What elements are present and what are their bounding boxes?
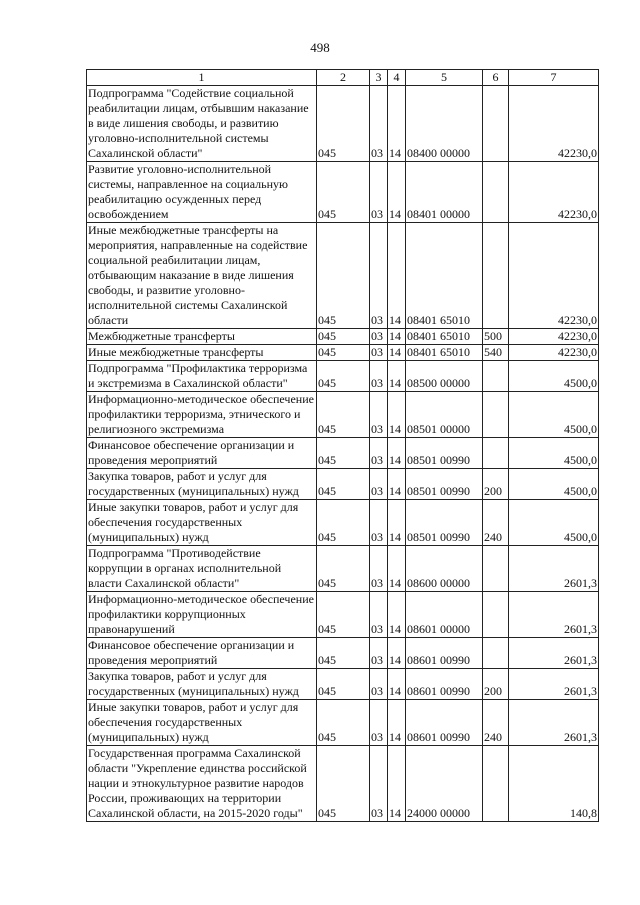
- target-article-cell: 08601 00990: [406, 669, 483, 700]
- row-name-cell: Подпрограмма "Содействие социальной реабилитации лицам, отбывшим наказание в виде лишения свободы, и развитию уголовно-исполнительной системы Сахалинской области": [87, 86, 317, 162]
- target-article-cell: 08401 65010: [406, 329, 483, 345]
- row-name-cell: Финансовое обеспечение организации и проведения мероприятий: [87, 438, 317, 469]
- subsection-cell: 14: [388, 638, 406, 669]
- table-row: [87, 392, 599, 438]
- row-name-cell: Закупка товаров, работ и услуг для государственных (муниципальных) нужд: [87, 669, 317, 700]
- amount-cell: 42230,0: [509, 162, 599, 223]
- amount-cell: 2601,3: [509, 592, 599, 638]
- amount-cell: 2601,3: [509, 546, 599, 592]
- target-article-cell: 08501 00000: [406, 392, 483, 438]
- expense-type-cell: [483, 546, 509, 592]
- code-cell: 045: [317, 669, 370, 700]
- target-article-cell: 08401 65010: [406, 223, 483, 329]
- table-row: [87, 592, 599, 638]
- expense-type-cell: 500: [483, 329, 509, 345]
- target-article-cell: 24000 00000: [406, 746, 483, 822]
- target-article-cell: 08400 00000: [406, 86, 483, 162]
- table-row: [87, 469, 599, 500]
- table-row: [87, 329, 599, 345]
- expense-type-cell: [483, 162, 509, 223]
- code-cell: 045: [317, 500, 370, 546]
- table-row: [87, 438, 599, 469]
- expense-type-cell: [483, 592, 509, 638]
- amount-cell: 42230,0: [509, 329, 599, 345]
- subsection-cell: 14: [388, 700, 406, 746]
- row-name-cell: Иные закупки товаров, работ и услуг для обеспечения государственных (муниципальных) нужд: [87, 500, 317, 546]
- code-cell: 045: [317, 86, 370, 162]
- amount-cell: 4500,0: [509, 500, 599, 546]
- col-header: 1: [87, 70, 317, 86]
- subsection-cell: 14: [388, 361, 406, 392]
- expense-type-cell: 540: [483, 345, 509, 361]
- target-article-cell: 08501 00990: [406, 500, 483, 546]
- table-row: [87, 669, 599, 700]
- section-cell: 03: [370, 86, 388, 162]
- code-cell: 045: [317, 469, 370, 500]
- col-header: 3: [370, 70, 388, 86]
- row-name-cell: Подпрограмма "Противодействие коррупции в органах исполнительной власти Сахалинской области": [87, 546, 317, 592]
- target-article-cell: 08401 65010: [406, 345, 483, 361]
- table-row: [87, 361, 599, 392]
- row-name-cell: Иные межбюджетные трансферты на мероприятия, направленные на содействие социальной реабилитации лицам, отбывающим наказание в виде лишения свободы, и развитие уголовно-исполнительной системы Сахалинской области: [87, 223, 317, 329]
- target-article-cell: 08501 00990: [406, 438, 483, 469]
- page-number: 498: [310, 40, 330, 55]
- code-cell: 045: [317, 392, 370, 438]
- expense-type-cell: 240: [483, 700, 509, 746]
- section-cell: 03: [370, 669, 388, 700]
- target-article-cell: 08600 00000: [406, 546, 483, 592]
- row-name-cell: Подпрограмма "Профилактика терроризма и экстремизма в Сахалинской области": [87, 361, 317, 392]
- subsection-cell: 14: [388, 500, 406, 546]
- subsection-cell: 14: [388, 546, 406, 592]
- section-cell: 03: [370, 162, 388, 223]
- code-cell: 045: [317, 746, 370, 822]
- table-row: [87, 700, 599, 746]
- section-cell: 03: [370, 638, 388, 669]
- section-cell: 03: [370, 546, 388, 592]
- subsection-cell: 14: [388, 86, 406, 162]
- amount-cell: 4500,0: [509, 392, 599, 438]
- section-cell: 03: [370, 438, 388, 469]
- section-cell: 03: [370, 700, 388, 746]
- row-name-cell: Развитие уголовно-исполнительной системы, направленное на социальную реабилитацию осужденных перед освобождением: [87, 162, 317, 223]
- code-cell: 045: [317, 223, 370, 329]
- code-cell: 045: [317, 700, 370, 746]
- table-row: [87, 546, 599, 592]
- subsection-cell: 14: [388, 392, 406, 438]
- table-row: [87, 223, 599, 329]
- section-cell: 03: [370, 329, 388, 345]
- row-name-cell: Иные межбюджетные трансферты: [87, 345, 317, 361]
- target-article-cell: 08601 00000: [406, 592, 483, 638]
- expense-type-cell: [483, 438, 509, 469]
- amount-cell: 2601,3: [509, 669, 599, 700]
- table-row: [87, 86, 599, 162]
- section-cell: 03: [370, 592, 388, 638]
- subsection-cell: 14: [388, 746, 406, 822]
- code-cell: 045: [317, 438, 370, 469]
- code-cell: 045: [317, 345, 370, 361]
- expense-type-cell: [483, 361, 509, 392]
- amount-cell: 2601,3: [509, 638, 599, 669]
- code-cell: 045: [317, 162, 370, 223]
- table-row: [87, 746, 599, 822]
- expense-type-cell: [483, 86, 509, 162]
- amount-cell: 4500,0: [509, 469, 599, 500]
- row-name-cell: Информационно-методическое обеспечение профилактики коррупционных правонарушений: [87, 592, 317, 638]
- subsection-cell: 14: [388, 592, 406, 638]
- subsection-cell: 14: [388, 329, 406, 345]
- expense-type-cell: [483, 223, 509, 329]
- section-cell: 03: [370, 392, 388, 438]
- expense-type-cell: [483, 746, 509, 822]
- subsection-cell: 14: [388, 469, 406, 500]
- amount-cell: 140,8: [509, 746, 599, 822]
- table-row: [87, 162, 599, 223]
- col-header: 5: [406, 70, 483, 86]
- code-cell: 045: [317, 546, 370, 592]
- row-name-cell: Государственная программа Сахалинской области "Укрепление единства российской нации и этнокультурное развитие народов России, проживающих на территории Сахалинской области, на 2015-2020 годы": [87, 746, 317, 822]
- expense-type-cell: 200: [483, 669, 509, 700]
- code-cell: 045: [317, 592, 370, 638]
- col-header: 7: [509, 70, 599, 86]
- section-cell: 03: [370, 361, 388, 392]
- code-cell: 045: [317, 361, 370, 392]
- expense-type-cell: 240: [483, 500, 509, 546]
- table-row: [87, 345, 599, 361]
- header-row: [87, 70, 599, 86]
- section-cell: 03: [370, 223, 388, 329]
- col-header: 4: [388, 70, 406, 86]
- subsection-cell: 14: [388, 162, 406, 223]
- section-cell: 03: [370, 469, 388, 500]
- target-article-cell: 08500 00000: [406, 361, 483, 392]
- amount-cell: 42230,0: [509, 86, 599, 162]
- section-cell: 03: [370, 746, 388, 822]
- amount-cell: 2601,3: [509, 700, 599, 746]
- target-article-cell: 08601 00990: [406, 700, 483, 746]
- col-header: 2: [317, 70, 370, 86]
- col-header: 6: [483, 70, 509, 86]
- row-name-cell: Закупка товаров, работ и услуг для государственных (муниципальных) нужд: [87, 469, 317, 500]
- table-row: [87, 638, 599, 669]
- table-body: [87, 86, 599, 822]
- target-article-cell: 08601 00990: [406, 638, 483, 669]
- subsection-cell: 14: [388, 345, 406, 361]
- target-article-cell: 08501 00990: [406, 469, 483, 500]
- amount-cell: 4500,0: [509, 438, 599, 469]
- expense-type-cell: 200: [483, 469, 509, 500]
- target-article-cell: 08401 00000: [406, 162, 483, 223]
- expense-type-cell: [483, 392, 509, 438]
- code-cell: 045: [317, 638, 370, 669]
- budget-table: [86, 69, 599, 822]
- code-cell: 045: [317, 329, 370, 345]
- amount-cell: 42230,0: [509, 345, 599, 361]
- section-cell: 03: [370, 500, 388, 546]
- subsection-cell: 14: [388, 223, 406, 329]
- subsection-cell: 14: [388, 438, 406, 469]
- row-name-cell: Межбюджетные трансферты: [87, 329, 317, 345]
- section-cell: 03: [370, 345, 388, 361]
- amount-cell: 42230,0: [509, 223, 599, 329]
- amount-cell: 4500,0: [509, 361, 599, 392]
- row-name-cell: Финансовое обеспечение организации и проведения мероприятий: [87, 638, 317, 669]
- row-name-cell: Информационно-методическое обеспечение профилактики терроризма, этнического и религиозного экстремизма: [87, 392, 317, 438]
- table-row: [87, 500, 599, 546]
- subsection-cell: 14: [388, 669, 406, 700]
- expense-type-cell: [483, 638, 509, 669]
- row-name-cell: Иные закупки товаров, работ и услуг для обеспечения государственных (муниципальных) нужд: [87, 700, 317, 746]
